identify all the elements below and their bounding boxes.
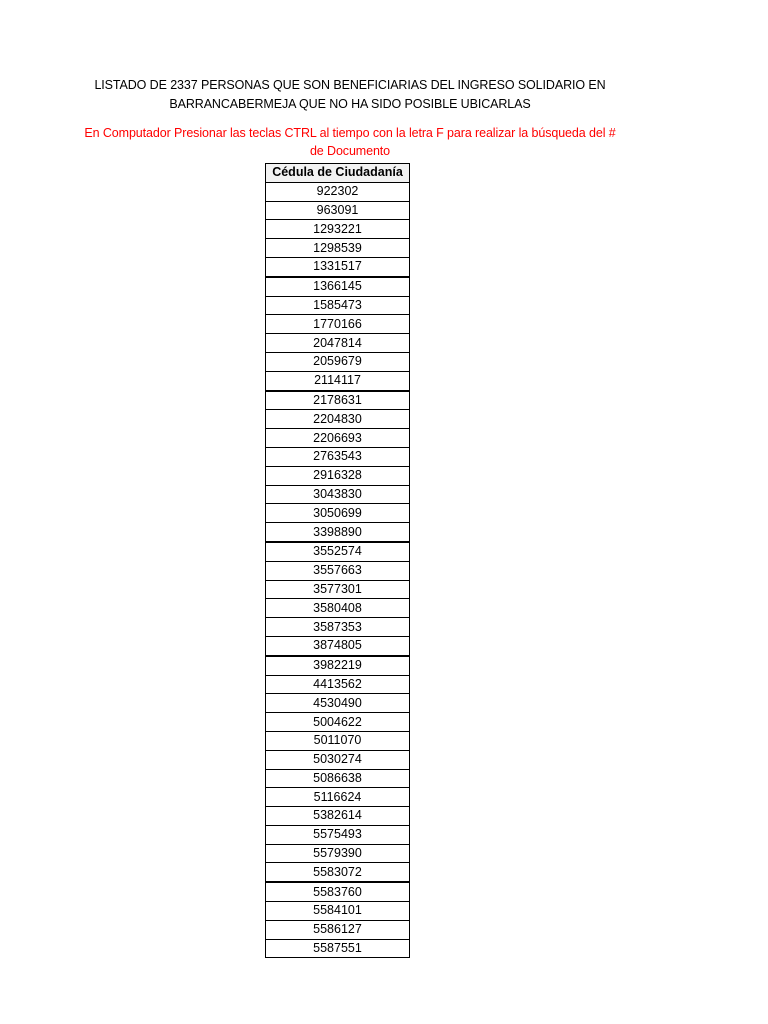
table-row [266,694,410,713]
instruction-line-1: En Computador Presionar las teclas CTRL al tiempo con la letra F para realizar la búsqueda del # [84,126,616,140]
table-row [266,504,410,523]
table-row [266,182,410,201]
cedula-cell: 1366145 [266,277,410,296]
search-instruction [40,124,660,160]
cedula-cell: 1770166 [266,315,410,334]
cedula-cell: 2763543 [266,447,410,466]
table-row [266,825,410,844]
table-row [266,257,410,276]
cedula-cell: 5584101 [266,902,410,921]
cedula-cell: 5086638 [266,769,410,788]
table-row [266,731,410,750]
table-row [266,352,410,371]
table-row [266,902,410,921]
table-row [266,939,410,958]
cedula-cell: 1293221 [266,220,410,239]
cedula-cell: 5575493 [266,825,410,844]
table-row [266,844,410,863]
cedula-cell: 2916328 [266,466,410,485]
table-row [266,523,410,542]
cedula-cell: 2047814 [266,334,410,353]
table-row [266,713,410,732]
cedula-cell: 2114117 [266,371,410,390]
cedula-cell: 3557663 [266,561,410,580]
table-row [266,807,410,826]
cedula-cell: 3398890 [266,523,410,542]
cedula-cell: 1298539 [266,239,410,258]
table-row [266,239,410,258]
table-row [266,656,410,675]
title-line-1: LISTADO DE 2337 PERSONAS QUE SON BENEFICIARIAS DEL INGRESO SOLIDARIO EN [94,78,606,92]
table-row [266,466,410,485]
instruction-line-2: de Documento [309,144,391,158]
table-row [266,561,410,580]
cedula-cell: 963091 [266,201,410,220]
cedula-cell: 3587353 [266,618,410,637]
table-row [266,882,410,901]
cedula-cell: 5586127 [266,920,410,939]
table-row [266,788,410,807]
table-row [266,315,410,334]
cedula-cell: 2178631 [266,391,410,410]
table-row [266,371,410,390]
table-row [266,750,410,769]
table-row [266,296,410,315]
table-row [266,429,410,448]
cedula-cell: 1585473 [266,296,410,315]
table-row [266,920,410,939]
column-header-cedula: Cédula de Ciudadanía [266,164,410,183]
cedula-cell: 3577301 [266,580,410,599]
cedula-cell: 3552574 [266,542,410,561]
table-row [266,769,410,788]
table-row [266,542,410,561]
cedula-cell: 5116624 [266,788,410,807]
table-row [266,410,410,429]
document-title [60,76,640,114]
cedula-cell: 2059679 [266,352,410,371]
cedula-cell: 5583760 [266,882,410,901]
table-row [266,277,410,296]
cedula-table [265,163,410,958]
cedula-cell: 4530490 [266,694,410,713]
cedula-cell: 3580408 [266,599,410,618]
table-row [266,485,410,504]
cedula-cell: 3874805 [266,636,410,655]
cedula-cell: 4413562 [266,675,410,694]
cedula-cell: 5011070 [266,731,410,750]
table-row [266,618,410,637]
table-row [266,447,410,466]
table-row [266,334,410,353]
table-row [266,391,410,410]
title-line-2: BARRANCABERMEJA QUE NO HA SIDO POSIBLE UBICARLAS [169,97,531,111]
cedula-cell: 1331517 [266,257,410,276]
cedula-cell: 5382614 [266,807,410,826]
table-row [266,636,410,655]
table-body [266,182,410,958]
cedula-cell: 5583072 [266,863,410,882]
table-row [266,201,410,220]
cedula-cell: 5004622 [266,713,410,732]
table-row [266,863,410,882]
cedula-cell: 5587551 [266,939,410,958]
cedula-cell: 5030274 [266,750,410,769]
cedula-cell: 3043830 [266,485,410,504]
cedula-cell: 3050699 [266,504,410,523]
cedula-cell: 2206693 [266,429,410,448]
table-row [266,599,410,618]
cedula-cell: 5579390 [266,844,410,863]
table-row [266,220,410,239]
table-row [266,580,410,599]
table-header-row [266,164,410,183]
table-row [266,675,410,694]
cedula-cell: 922302 [266,182,410,201]
cedula-cell: 2204830 [266,410,410,429]
cedula-cell: 3982219 [266,656,410,675]
